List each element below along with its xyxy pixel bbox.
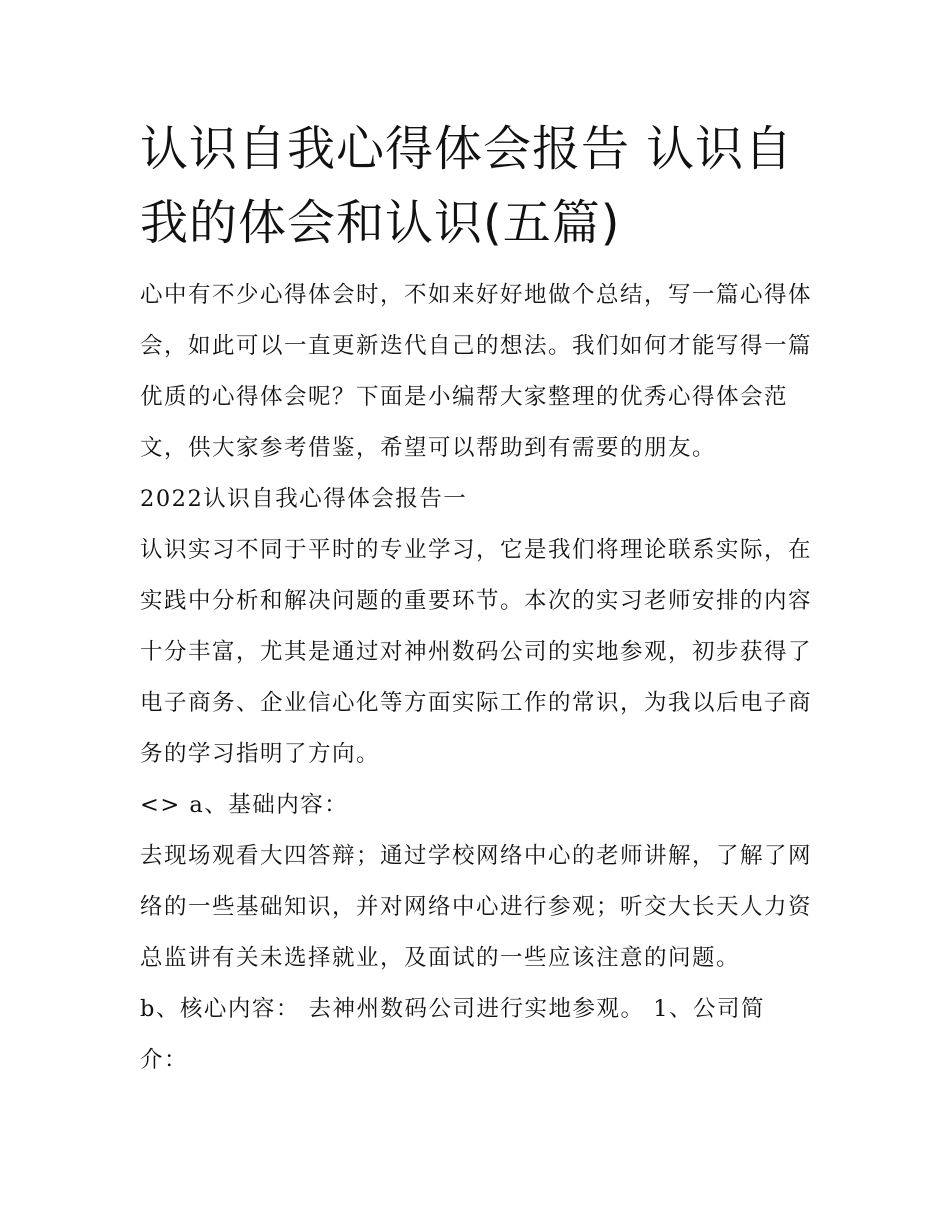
core-content-paragraph: b、核心内容： 去神州数码公司进行实地参观。 1、公司简介： [140, 996, 766, 1073]
intro-paragraph: 心中有不少心得体会时，不如来好好地做个总结，写一篇心得体会，如此可以一直更新迭代自己的想法。我们如何才能写得一篇优质的心得体会呢？下面是小编帮大家整理的优秀心得体会范文，供大家参考借鉴，希望可以帮助到有需要的朋友。 [140, 282, 813, 461]
body-paragraph: 认识实习不同于平时的专业学习，它是我们将理论联系实际，在实践中分析和解决问题的重要环节。本次的实习老师安排的内容十分丰富，尤其是通过对神州数码公司的实地参观，初步获得了电子商务、企业信心化等方面实际工作的常识，为我以后电子商务的学习指明了方向。 [140, 537, 813, 767]
basic-content-heading: <> a、基础内容： [140, 792, 349, 818]
body-paragraph: 去现场观看大四答辩；通过学校网络中心的老师讲解，了解了网络的一些基础知识，并对网络中心进行参观；听交大长天人力资总监讲有关未选择就业，及面试的一些应该注意的问题。 [140, 843, 813, 971]
document-page [140, 112, 820, 1086]
section-heading: 2022认识自我心得体会报告一 [140, 486, 468, 512]
document-title: 认识自我心得体会报告 认识自我的体会和认识(五篇) [140, 121, 794, 251]
